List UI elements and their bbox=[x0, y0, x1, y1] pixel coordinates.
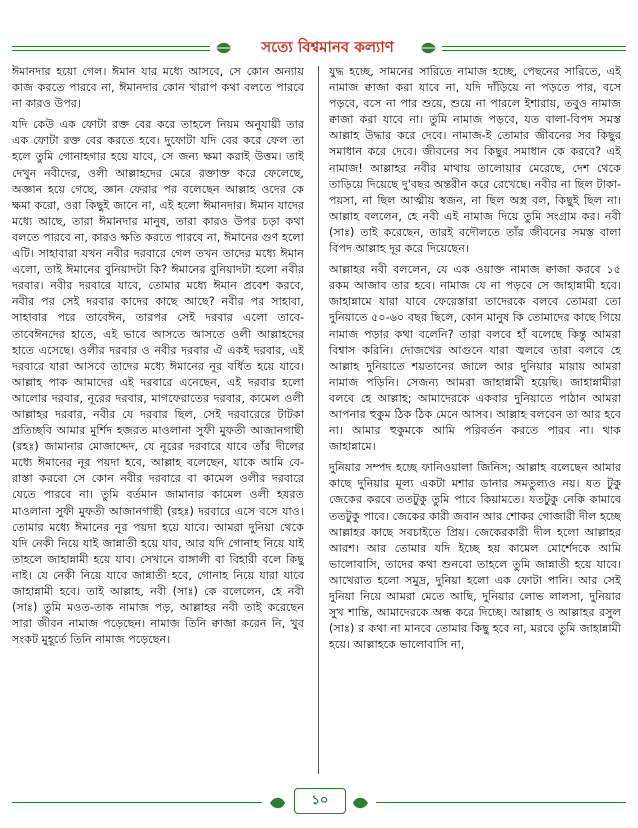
left-paragraph-1: ঈমানদার হয়ো গেল। ঈমান যার মধ্যে আসবে, সে কোন অন্যায় কাজ করতে পারবে না, ঈমানদার কোন খারাপ কথা বলতে পারবে না কারও উপর। bbox=[12, 65, 304, 111]
column-divider bbox=[318, 66, 319, 774]
header-rule-right bbox=[442, 46, 626, 47]
header-rule-left-thin bbox=[12, 50, 210, 51]
page-number: ১০ bbox=[294, 788, 346, 814]
header-rule-left bbox=[12, 46, 210, 47]
right-paragraph-1: যুদ্ধ হচ্ছে, সামনের সারিতে নামাজ হচ্ছে, পেছনের সারিতে, এই নামাজ ক্বাজা করা যাবে না, যদি দাঁড়িয়ে না পড়তে পার, বসে পড়বে, বসে না পার শুয়ে, শুয়ে না পারলে ইশারায়, তবুও নামাজ ক্বাজা করা যাবে না। তুমি নামাজ পড়বে, যত বালা-বিপদ সমস্ত আল্লাহ উদ্ধার করে দেবে। নামাজ-ই তোমার জীবনের সব কিছুর সমাধান করে দেবে। জীবনের সব কিছুর সমাধান কে করবে? এই নামাজ! আল্লাহর নবীর মাথায় তালোয়ার মেরেছে, দেশ থেকে তাড়িয়ে দিয়েছে দু'বছর অন্তরীন করে রেখেছে। নবীর না ছিল টাকা-পয়সা, না ছিল আত্মীয় স্বজন, না ছিল অস্ত্র বল, কিছুই ছিল না। আল্লাহ বললেন, হে নবী এই নামাজ দিয়ে তুমি সংগ্রাম কর। নবী (সাঃ) তাই করেছেন, তারই বদৌলতে তাঁর জীবনের সমস্ত বালা বিপদ আল্লাহ দূর করে দিয়েছেন। bbox=[329, 65, 621, 256]
footer-rule-left bbox=[12, 802, 262, 803]
left-paragraph-2: যদি কেউ এক ফোটা রক্ত বের করে তাহলে নিয়ম অনুযায়ী তার এক ফোটা রক্ত বের করতে হবে। দুফোটা যদি বের করে ফেল তা হলে তুমি গোনাহগার হয়ে যাবে, সে জন্য ক্ষমা করাই উত্তম। তাই দেখুন নবীদের, ওলী আল্লাহদের মেরে রক্তাক্ত করে ফেলেছে, অজ্ঞান হয়ে গেছে, জ্ঞান ফেরার পর বলেছেন আল্লাহ ওদের কে ক্ষমা করো, ওরা কিছুই জানে না, এই হলো ঈমানদার। ঈমান যাদের মধ্যে আছে, তারা ঈমানদার মানুষ, তারা কারও উপর চড়া কথা বলতে পারবে না, কারও ক্ষতি করতে পারবে না, ঈমানের গুণ হলো এটি। সাহাবারা যখন নবীর দরবারে গেল তখন তাদের মধ্যে ঈমান এলো, তাই ঈমানের বুনিয়াদটা কি? ঈমানের বুনিয়াদটা হলো নবীর দরবার। নবীর দরবারে যাবে, তোমার মধ্যে ঈমান প্রবেশ করবে, নবীর পর সেই দরবার কাদের কাছে আছে? নবীর পর সাহাবা, সাহাবার পরে তাবেঈন, তারপর সেই দরবার এলো তাবে-তাবেঈনদের হাতে, এই ভাবে আসতে আসতে ওলী আল্লাহদের হাতে এসেছে। ওলীর দরবার ও নবীর দরবার ঐ একই দরবার, এই দরবারে যারা আসবে তাদের মধ্যে ঈমানের নূর বর্ধিত হয়ে যাবে। আল্লাহ পাক আমাদের এই দরবারে এনেছেন, এই দরবার হলো আলোর দরবার, নূরের দরবার, মাগফেরাতের দরবার, কামেল ওলী আল্লাহর দরবার, নবীর যে দরবার ছিল, সেই দরবারেরে টাটকা প্রতিচ্ছবি আমার মুর্শিদ হজরত মাওলানা সুফী মুফতী আজানগাছী (রহঃ) জামানার মোজাদ্দেদ, যে নূরের দরবারে যাবে তাঁর দীলের মধ্যে ঈমানের নূর পয়দা হবে, আল্লাহ বলেছেন, যাকে আমি বে-রাস্তা করবো সে কোন নবীর দরবারে বা কামেল ওলীর দরবারে যেতে পারবে না। তুমি বর্তমান জামানার কামেল ওলী হযরত মাওলানা সুফী মুফতী আজানগাছী (রহঃ) দরবারে এসে বসে যাও। তোমার মধ্যে ঈমানের নূর পয়দা হয়ে যাবে। আমরা দুনিয়া থেকে যদি নেকী নিয়ে যাই জান্নাতী হয়ে যাব, আর যদি গোনাহ নিয়ে যাই তাহলে জাহান্নামী হয়ে যাব। সেখানে বাঙ্গালী বা বিহারী বলে কিছু নাই। যে নেকী নিয়ে যাবে জান্নাতী হবে, গোনাহ নিয়ে যারা যাবে জাহান্নামী হবে। তাই আল্লাহ, নবী (সাঃ) কে বলেলেন, হে নবী (সাঃ) তুমি মওত-তাক নামাজ পড়, আল্লাহর নবী তাই করেছেন সারা জীবন নামাজ পড়েছেন। নামাজ তিনি ক্বাজা করেন নি, খুব সংকট মুহূর্তে তিনি নামাজ পড়েছেন। bbox=[12, 118, 304, 647]
right-paragraph-3: দুনিয়ার সম্পদ হচ্ছে ফানিওয়ালা জিনিস; আল্লাহ বলেছেন আমার কাছে দুনিয়ার মূল্য একটা মশার ডানার সমতুল্যও নয়। যত টুকু জেকের করবে ততটুকু তুমি পাবে কিয়ামতে। যতটুকু নেকি কামাবে ততটুকু পাবে। জেকের কারী জবান আর শোকর গোজারী দীল হচ্ছে আল্লাহর কাছে সবচাইতে প্রিয়। জেকেরকারী দীল হলো আল্লাহর আরশ। আর তোমার যদি ইচ্ছে হয় কামেল মোর্শেদকে আমি ভালোবাসি, তাদের কথা শুনবো তাহলে তুমি জান্নাতী হয়ে যাবে। আখেরাত হলো সমুদ্র, দুনিয়া হলো এক ফোটা পানি। আর সেই দুনিয়া নিয়ে আমরা মেতে আছি, দুনিয়ার লোভ লালসা, দুনিয়ার সুখ শান্তি, আমাদেরকে অন্ধ করে দিচ্ছে। আল্লাহ ও আল্লাহর রসুল (সাঃ) র কথা না মানবে তোমার কিছু হবে না, মরবে তুমি জাহান্নামী হয়ে। আল্লাহকে ভালোবাসি না, bbox=[329, 461, 621, 652]
header-rule-right-thin bbox=[442, 50, 626, 51]
page-footer bbox=[0, 786, 638, 826]
footer-rule-right bbox=[376, 802, 626, 803]
left-column bbox=[12, 64, 304, 776]
leaf-icon bbox=[268, 795, 286, 809]
leaf-icon bbox=[214, 40, 232, 54]
leaf-icon bbox=[420, 40, 438, 54]
leaf-icon bbox=[352, 795, 370, 809]
right-column bbox=[329, 64, 621, 776]
page-title: সত্যে বিশ্বমানব কল্যাণ bbox=[261, 38, 394, 56]
right-paragraph-2: আল্লাহর নবী বললেন, যে এক ওয়াক্ত নামাজ ক্বাজা করবে ১৫ রকম আজাব তার হবে। নামাজ যে না পড়বে সে জাহান্নামী হবে। জাহান্নামে যারা যাবে ফেরেস্তারা তাদেরকে বলবে তোমরা তো দুনিয়াতে ৫০-৬০ বছর ছিলে, কোন মানুষ কি তোমাদের কাছে গিয়ে নামাজ পড়ার কথা বলেনি? তারা বলবে হাঁ বলেছে কিন্তু আমরা বিশ্বাস করিনি। দোজখের আগুনে যারা জ্বলবে তারা বলবে হে আল্লাহ দুনিয়াতে শয়তানের জালে আর দুনিয়ার মায়ায় আমরা নামাজ পড়িনি। সেজন্য আমরা জাহান্নামী হয়েছি। জাহান্নামীরা বলবে হে আল্লাহ; আমাদেরকে একবার দুনিয়াতে পাঠান আমরা আপনার হুকুম ঠিক ঠিক মেনে আসব। আল্লাহ বলবেন তা আর হবে না। আমার হুকুমকে আমি পরিবর্তন করতে পারব না। থাক জাহান্নামে। bbox=[329, 263, 621, 454]
page-header bbox=[0, 0, 638, 62]
